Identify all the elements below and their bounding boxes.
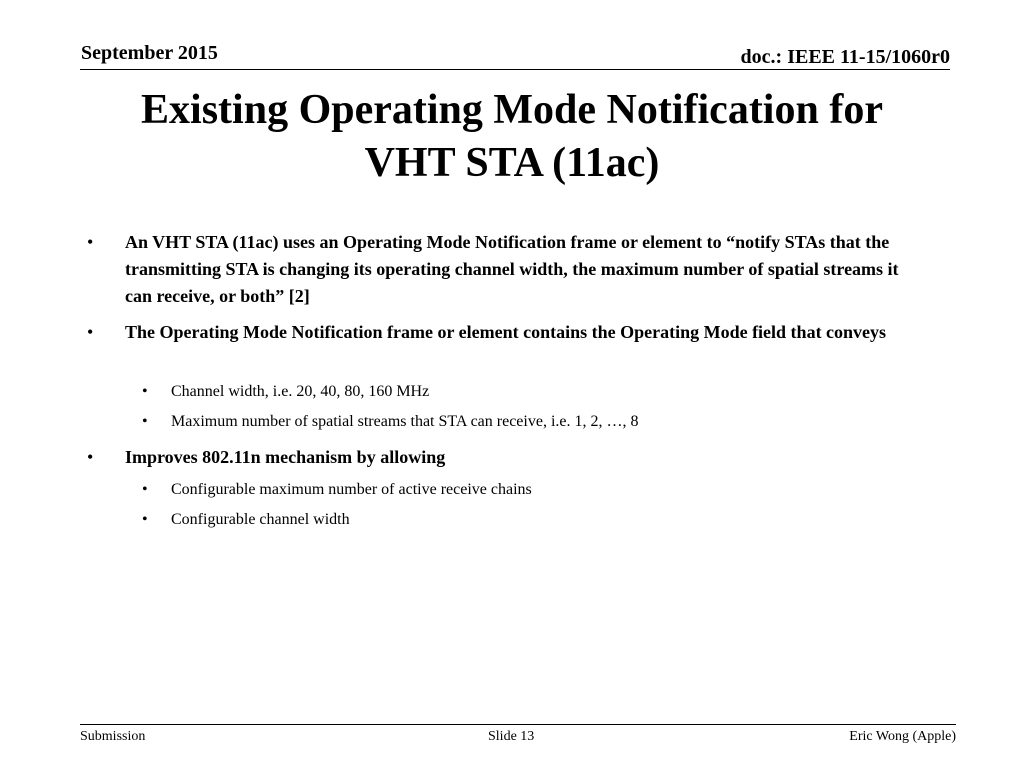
slide-title-line-1: Existing Operating Mode Notification for [141,87,883,133]
sub-bullet-2-2 [142,411,931,433]
bullet-2 [87,319,925,346]
bullet-1 [87,229,925,310]
bullet-1-text: An VHT STA (11ac) uses an Operating Mode Notification frame or element to “notify STAs that the transmitting STA is changing its operating channel width, the maximum number of spatial streams it can receive, or both” [2] [125,232,899,306]
sub-bullet-dot: • [142,383,148,400]
bullet-3 [87,444,925,471]
footer-slide-number: Slide 13 [488,729,535,744]
header-doc-id: doc.: IEEE 11-15/1060r0 [740,46,950,68]
sub-bullet-2-1 [142,381,931,403]
sub-bullet-3-1-text: Configurable maximum number of active receive chains [171,481,532,498]
sub-bullet-3-1 [142,479,931,501]
footer-author: Eric Wong (Apple) [849,729,956,744]
slide-title-line-2: VHT STA (11ac) [364,140,660,186]
bullet-3-text: Improves 802.11n mechanism by allowing [125,447,446,467]
bullet-dot: • [87,232,94,252]
sub-bullet-3-2-text: Configurable channel width [171,511,350,528]
footer-divider [80,724,956,725]
sub-bullet-2-1-text: Channel width, i.e. 20, 40, 80, 160 MHz [171,383,430,400]
bullet-dot: • [87,322,94,342]
sub-bullet-dot: • [142,413,148,430]
sub-bullet-dot: • [142,511,148,528]
header-date: September 2015 [81,42,218,64]
bullet-2-text: The Operating Mode Notification frame or element contains the Operating Mode field that conveys [125,322,887,342]
bullet-dot: • [87,447,94,467]
footer-submission: Submission [80,729,146,744]
sub-bullet-dot: • [142,481,148,498]
sub-bullet-2-2-text: Maximum number of spatial streams that STA can receive, i.e. 1, 2, …, 8 [171,413,639,430]
sub-bullet-3-2 [142,509,931,531]
